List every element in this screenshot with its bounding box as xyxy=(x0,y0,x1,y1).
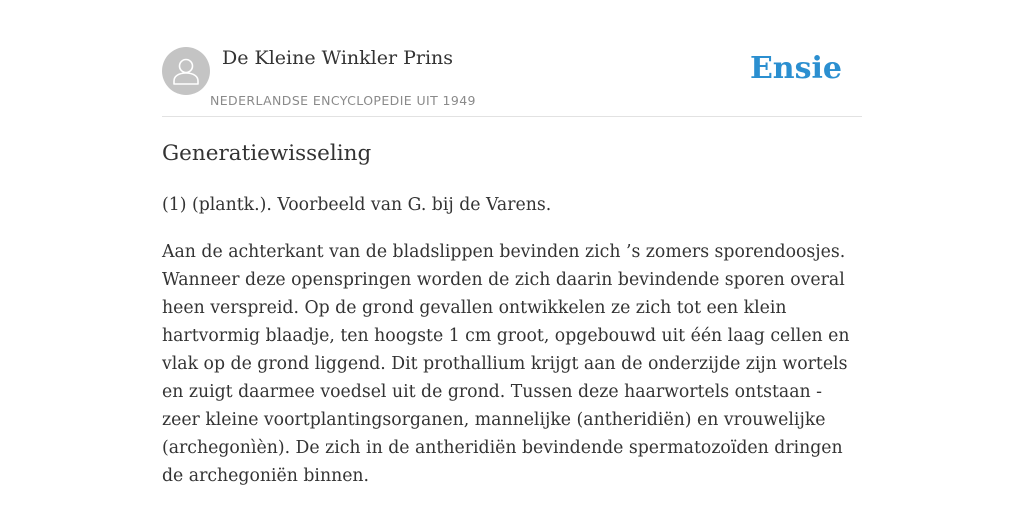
article-paragraph: (1) (plantk.). Voorbeeld van G. bij de Varens. xyxy=(162,195,552,215)
article-paragraph: Aan de achterkant van de bladslippen bevinden zich ’s zomers sporendoosjes. Wanneer deze openspringen worden de zich daarin bevindende sporen overal heen verspreid. Op de grond gevallen ontwikkelen ze zich tot een klein hartvormig blaadje, ten hoogste 1 cm groot, opgebouwd uit één laag cellen en vlak op de grond liggend. Dit prothallium krijgt aan de onderzijde zijn wortels en zuigt daarmee voedsel uit de grond. Tussen deze haarwortels ontstaan - zeer kleine voortplantingsorganen, mannelijke (antheridiën) en vrouwelijke (archegonìèn). De zich in de antheridiën bevindende spermatozoïden dringen de archegoniën binnen. xyxy=(162,242,850,486)
source-subtitle: NEDERLANDSE ENCYCLOPEDIE UIT 1949 xyxy=(210,93,476,108)
article xyxy=(162,138,862,490)
article-title: Generatiewisseling xyxy=(162,141,372,166)
ensie-logo-link[interactable]: Ensie xyxy=(749,51,842,86)
user-silhouette-icon[interactable] xyxy=(162,47,210,95)
source-title[interactable]: De Kleine Winkler Prins xyxy=(222,47,454,69)
source-header xyxy=(162,46,862,117)
